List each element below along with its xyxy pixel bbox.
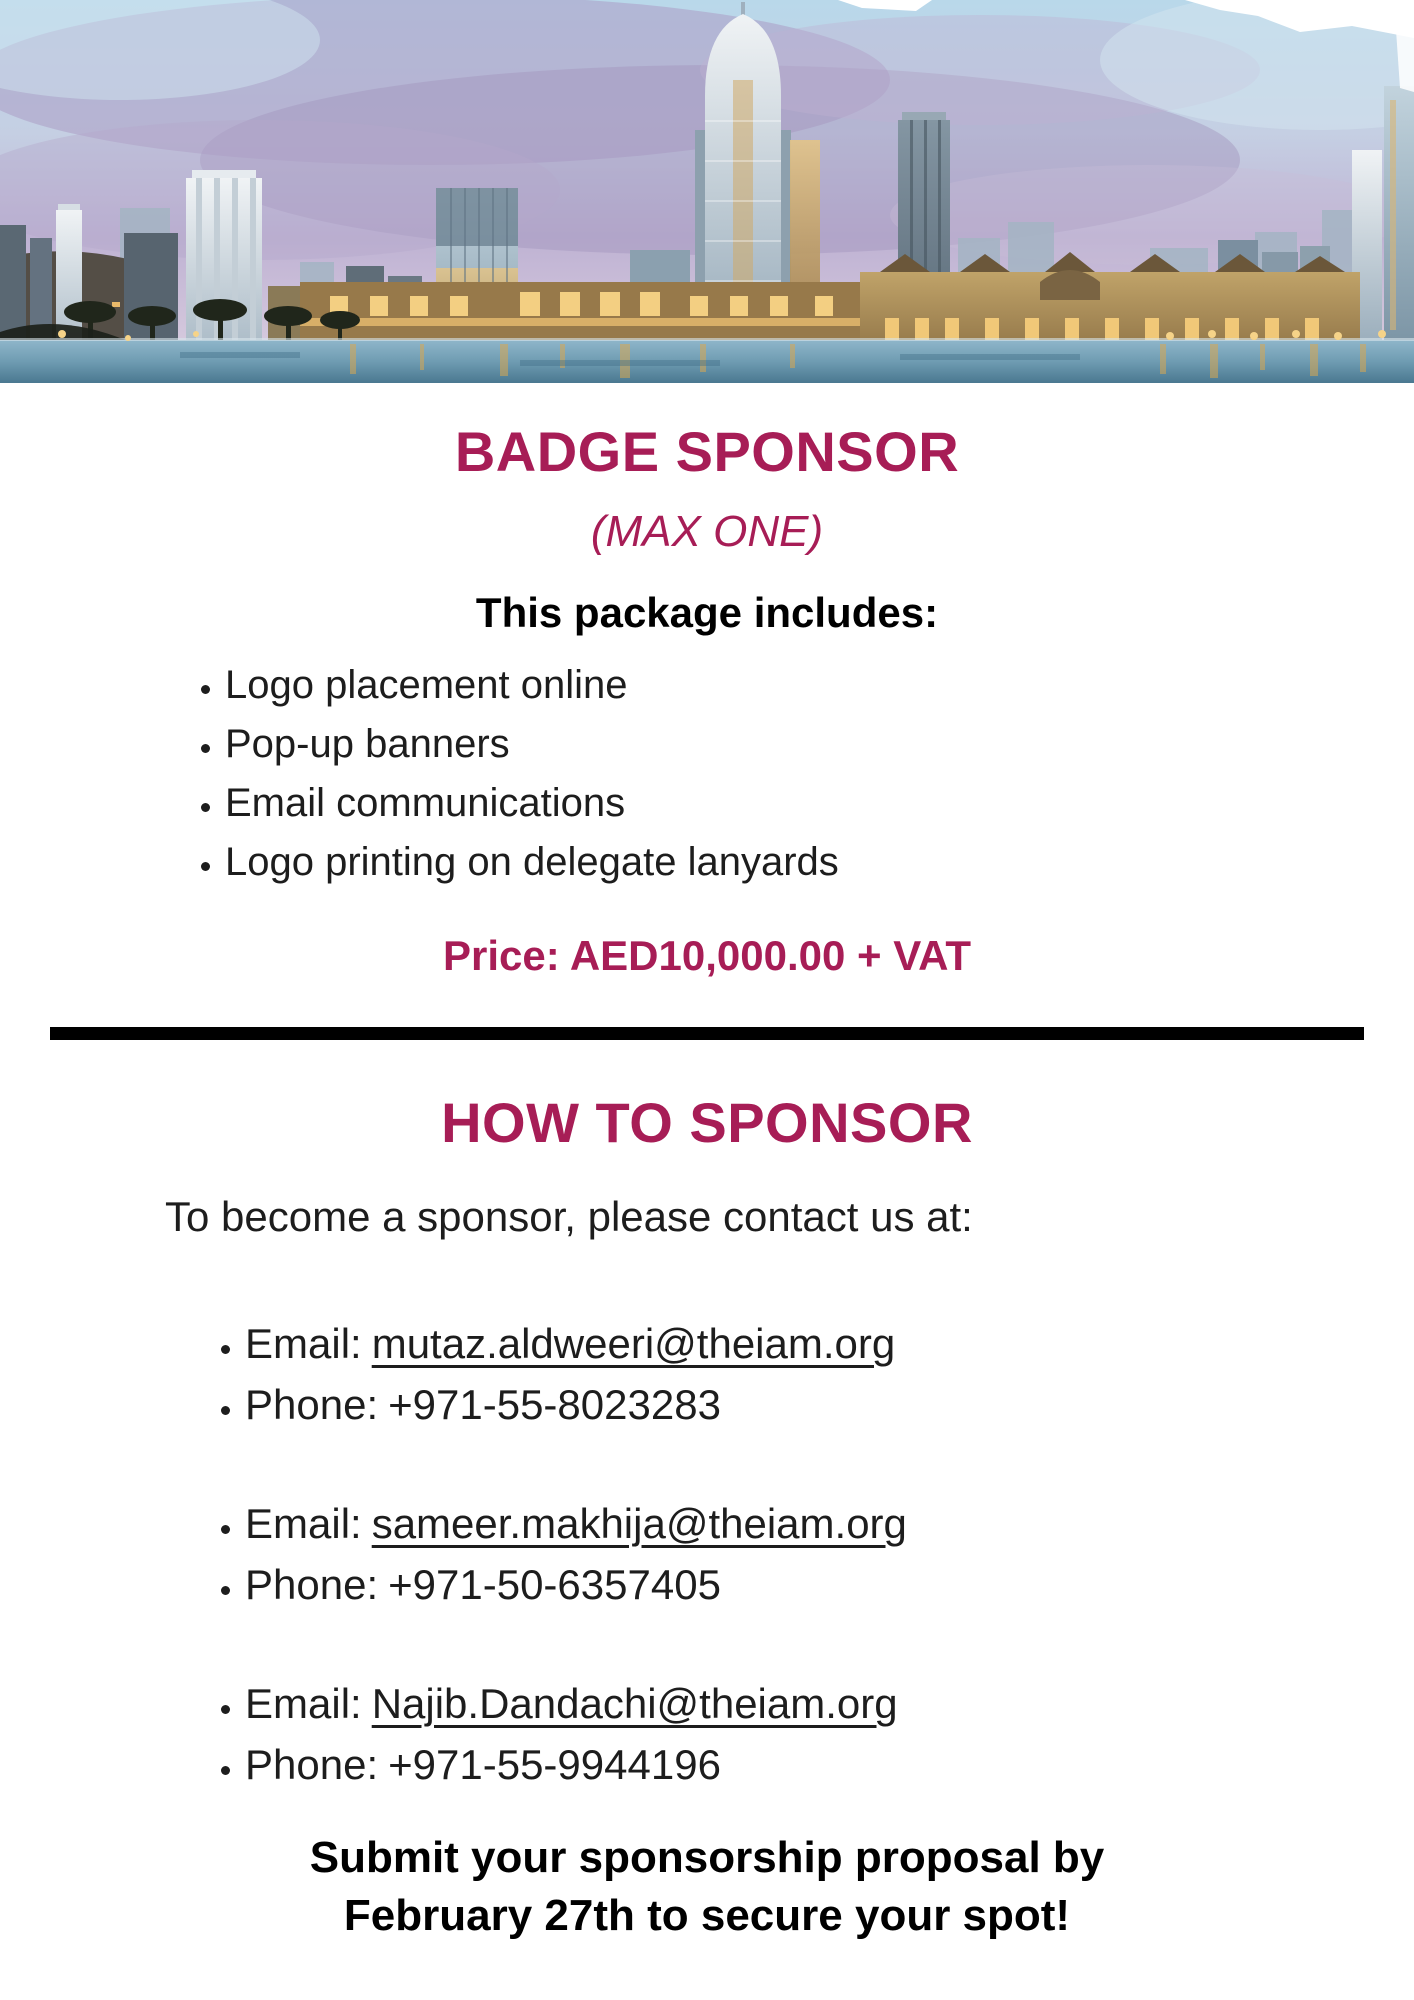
skyline-illustration [0,0,1414,383]
email-label: Email: [245,1319,362,1367]
section-divider [50,1027,1364,1040]
email-link[interactable]: Najib.Dandachi@theiam.org [371,1679,898,1727]
package-item: • Logo printing on delegate lanyards [225,833,1414,892]
email-label: Email: [245,1499,362,1547]
contact-phone-item [245,1554,1414,1615]
phone-number: +971-50-6357405 [388,1560,721,1608]
phone-number: +971-55-9944196 [388,1740,721,1788]
badge-sponsor-title: BADGE SPONSOR [454,420,960,483]
package-includes-heading: This package includes: [475,589,939,637]
contact-email-item [245,1673,1414,1734]
phone-number: +971-55-8023283 [388,1380,721,1428]
dubai-skyline-photo [0,0,1414,383]
package-item: • Pop-up banners [225,715,1414,774]
flyer-content [0,421,1414,1945]
phone-label: Phone: [245,1380,379,1428]
phone-label: Phone: [245,1740,379,1788]
contact-email-item [245,1493,1414,1554]
cta-text [0,1829,1414,1945]
contact-phone-item [245,1374,1414,1435]
badge-max-subtitle: (MAX ONE) [590,506,824,556]
email-link[interactable]: sameer.makhija@theiam.org [371,1499,907,1547]
contact-email-item [245,1313,1414,1374]
package-list [0,656,1414,892]
how-to-sponsor-title: HOW TO SPONSOR [441,1090,973,1154]
email-label: Email: [245,1679,362,1727]
package-item: • Logo placement online [225,656,1414,715]
phone-label: Phone: [245,1560,379,1608]
contact-phone-item [245,1734,1414,1795]
price-text: Price: AED10,000.00 + VAT [443,932,971,980]
contact-list [0,1313,1414,1795]
cta-line2: February 27th to secure your spot! [343,1890,1071,1940]
contact-intro: To become a sponsor, please contact us at: [165,1193,973,1241]
email-link[interactable]: mutaz.aldweeri@theiam.org [371,1319,896,1367]
cta-line1: Submit your sponsorship proposal by [309,1832,1105,1882]
package-item: • Email communications [225,774,1414,833]
